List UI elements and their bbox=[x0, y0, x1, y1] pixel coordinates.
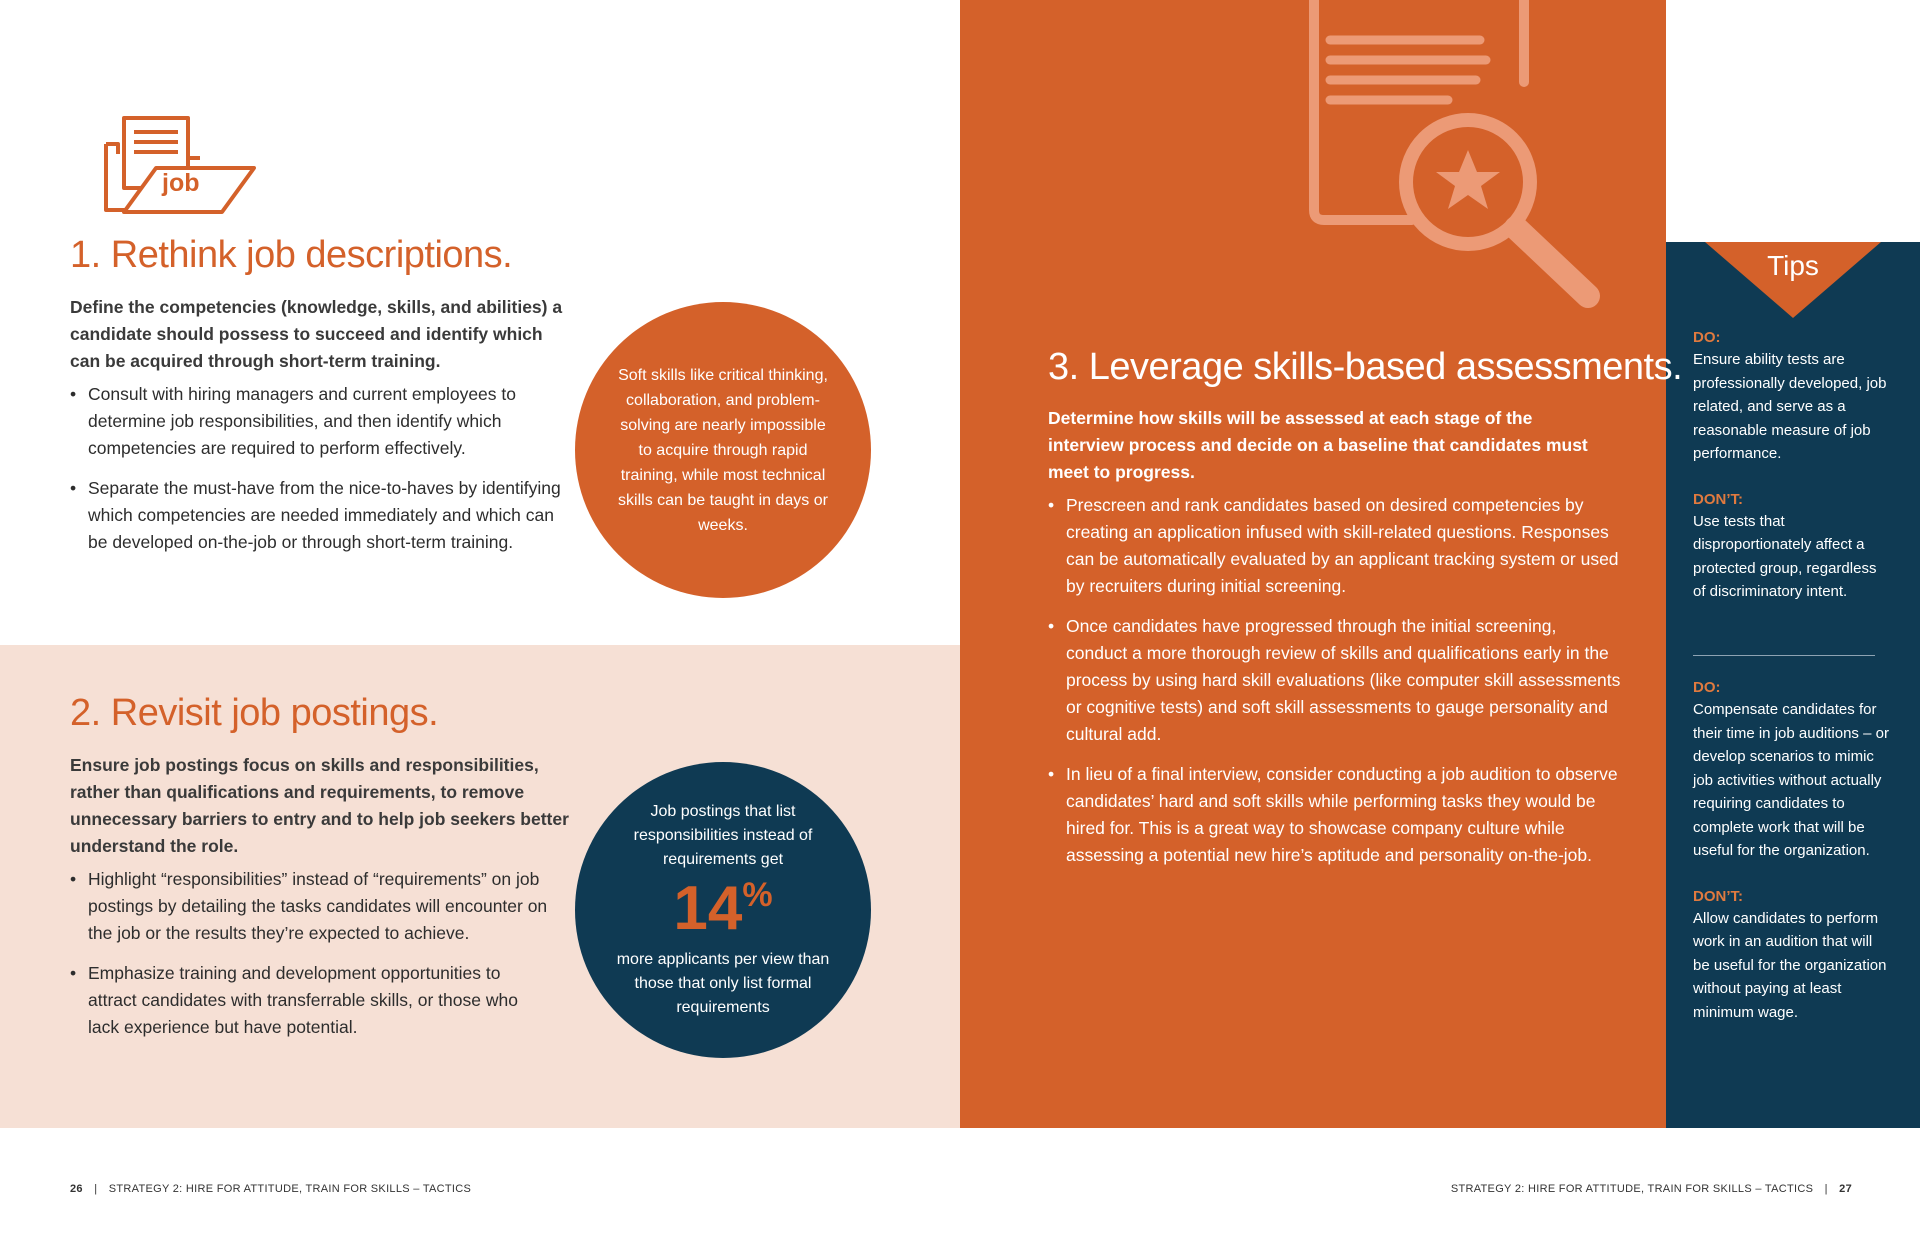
page-number-left: 26 bbox=[70, 1183, 83, 1195]
section-1-bullets bbox=[70, 381, 570, 569]
section-2-lead: Ensure job postings focus on skills and responsibilities, rather than qualifications and requirements, to remove unnecessary barriers to entry and to help job seekers better understand the role. bbox=[70, 755, 569, 856]
section-1-title: 1. Rethink job descriptions. bbox=[70, 234, 513, 276]
section-3-lead: Determine how skills will be assessed at each stage of the interview process and decide on a baseline that candidates must meet to progress. bbox=[1048, 408, 1588, 482]
do-text: Ensure ability tests are professionally developed, job related, and serve as a reasonable measure of job performance. bbox=[1693, 351, 1887, 462]
list-item: • Once candidates have progressed through the initial screening, conduct a more thorough review of skills and qualifications early in the process by using hard skill evaluations (like computer skill assessments or cognitive tests) and soft skill assessments to gauge personality and cultural add. bbox=[1048, 613, 1622, 748]
dont-text: Use tests that disproportionately affect a protected group, regardless of discriminatory intent. bbox=[1693, 512, 1877, 600]
tips-group-1 bbox=[1693, 328, 1893, 604]
stat-value: 14% bbox=[673, 874, 773, 943]
list-item: • Highlight “responsibilities” instead of “requirements” on job postings by detailing the tasks candidates will encounter on the job or the results they’re expected to achieve. bbox=[70, 866, 550, 947]
stat-outro: more applicants per view than those that only list formal requirements bbox=[616, 951, 830, 1016]
tips-group-2 bbox=[1693, 678, 1893, 1024]
tips-title: Tips bbox=[1767, 250, 1819, 281]
footer-right bbox=[1451, 1183, 1852, 1195]
job-postings-stat-callout bbox=[575, 762, 871, 1058]
list-item: • In lieu of a final interview, consider conducting a job audition to observe candidates’ hard and soft skills while performing tasks they would be hired for. This is a great way to showcase company culture while assessing a potential new hire’s aptitude and personality on-the-job. bbox=[1048, 761, 1622, 869]
section-2-bullets bbox=[70, 866, 550, 1054]
list-item: • Consult with hiring managers and current employees to determine job responsibilities, and then identify which competencies are required to perform effectively. bbox=[70, 381, 570, 462]
section-2-title: 2. Revisit job postings. bbox=[70, 692, 439, 734]
document-magnifier-icon bbox=[1300, 0, 1610, 315]
job-folder-label: job bbox=[162, 169, 200, 197]
dont-label: DON’T: bbox=[1693, 490, 1743, 508]
dont-label: DON’T: bbox=[1693, 887, 1743, 905]
footer-right-text: STRATEGY 2: HIRE FOR ATTITUDE, TRAIN FOR SKILLS – TACTICS bbox=[1450, 1183, 1814, 1195]
tips-divider bbox=[1693, 655, 1875, 656]
do-text: Compensate candidates for their time in job auditions – or develop scenarios to mimic job activities without actually requiring candidates to complete work that will be useful for the organization. bbox=[1693, 701, 1889, 859]
section-3-bullets bbox=[1048, 492, 1622, 882]
stat-intro: Job postings that list responsibilities instead of requirements get bbox=[633, 803, 813, 868]
stat-unit: % bbox=[742, 876, 773, 914]
soft-skills-callout bbox=[575, 302, 871, 598]
page-number-right: 27 bbox=[1839, 1183, 1852, 1195]
list-item: • Separate the must-have from the nice-to-haves by identifying which competencies are needed immediately and which can be developed on-the-job or through short-term training. bbox=[70, 475, 570, 556]
footer-left-text: STRATEGY 2: HIRE FOR ATTITUDE, TRAIN FOR SKILLS – TACTICS bbox=[108, 1183, 472, 1195]
job-folder-icon bbox=[100, 112, 260, 218]
dont-text: Allow candidates to perform work in an audition that will be useful for the organization without paying at least minimum wage. bbox=[1693, 909, 1887, 1021]
footer-separator: | bbox=[1824, 1183, 1828, 1195]
footer-separator: | bbox=[94, 1183, 98, 1195]
list-item: • Emphasize training and development opportunities to attract candidates with transferrable skills, or those who lack experience but have potential. bbox=[70, 960, 550, 1041]
do-label: DO: bbox=[1693, 329, 1721, 346]
do-label: DO: bbox=[1693, 679, 1721, 696]
list-item: • Prescreen and rank candidates based on desired competencies by creating an application infused with skill-related questions. Responses can be automatically evaluated by an applicant tracking system or used by recruiters during initial screening. bbox=[1048, 492, 1622, 600]
section-3-title: 3. Leverage skills-based assessments. bbox=[1048, 346, 1683, 388]
footer-left bbox=[70, 1183, 471, 1195]
section-1-lead: Define the competencies (knowledge, skills, and abilities) a candidate should possess to succeed and identify which can be acquired through short-term training. bbox=[70, 297, 563, 371]
callout-text: Soft skills like critical thinking, collaboration, and problem-solving are nearly impossible to acquire through rapid training, while most technical skills can be taught in days or weeks. bbox=[618, 366, 828, 534]
